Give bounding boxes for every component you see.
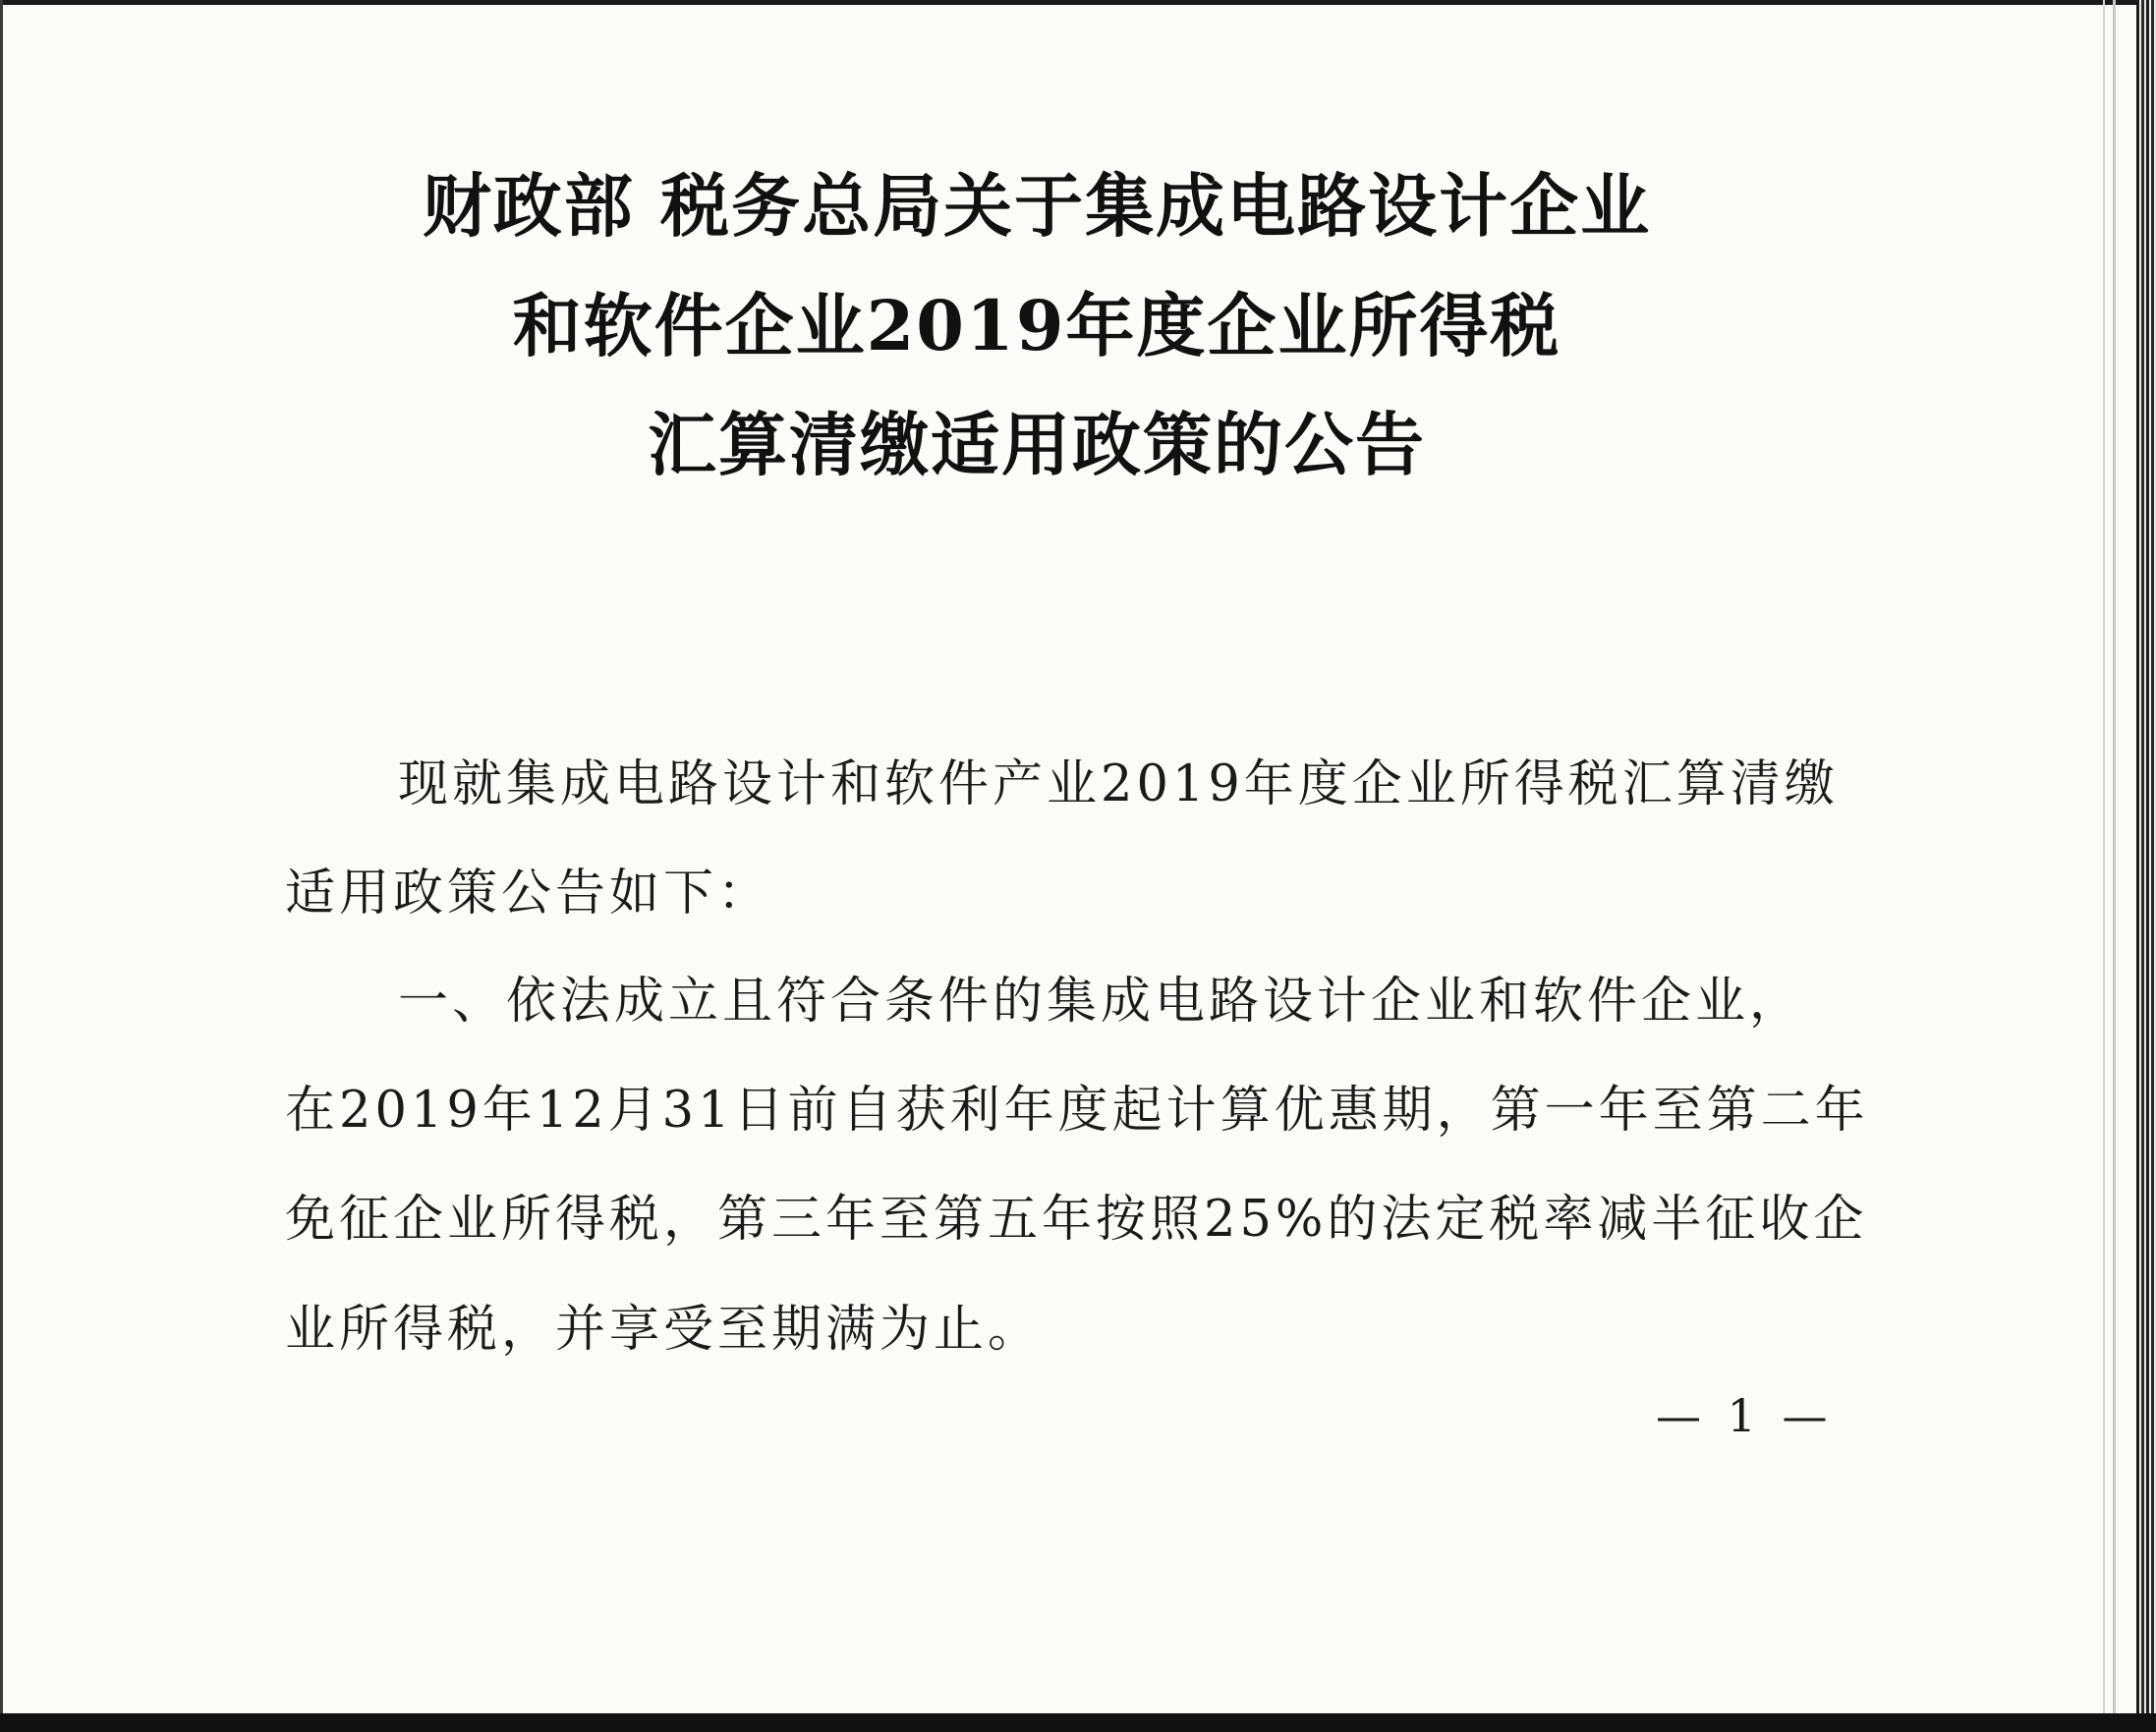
body-line-6: 业所得税，并享受至期满为止。 (285, 1301, 1043, 1359)
scan-edge-right-line (2103, 0, 2105, 1732)
scan-edge-right-line-2 (2113, 0, 2116, 1732)
scan-edge-right (2136, 0, 2156, 1732)
body-line-2: 适用政策公告如下： (285, 865, 772, 922)
scan-edge-bottom (0, 1713, 2156, 1732)
body-line-3: 一、依法成立且符合条件的集成电路设计企业和软件企业， (398, 973, 1804, 1031)
body-line-1: 现就集成电路设计和软件产业2019年度企业所得税汇算清缴 (398, 755, 1839, 813)
body-line-4: 在2019年12月31日前自获利年度起计算优惠期，第一年至第二年 (285, 1082, 1869, 1140)
body-line-5: 免征企业所得税，第三年至第五年按照25%的法定税率减半征收企 (285, 1191, 1868, 1249)
scan-edge-left (0, 0, 3, 1732)
document-title-line-2: 和软件企业2019年度企业所得税 (512, 285, 1561, 366)
document-title-line-1: 财政部 税务总局关于集成电路设计企业 (422, 165, 1652, 247)
document-title-line-3: 汇算清缴适用政策的公告 (648, 404, 1426, 485)
page-number: — 1 — (1656, 1389, 1834, 1442)
scan-edge-top (0, 0, 2156, 5)
